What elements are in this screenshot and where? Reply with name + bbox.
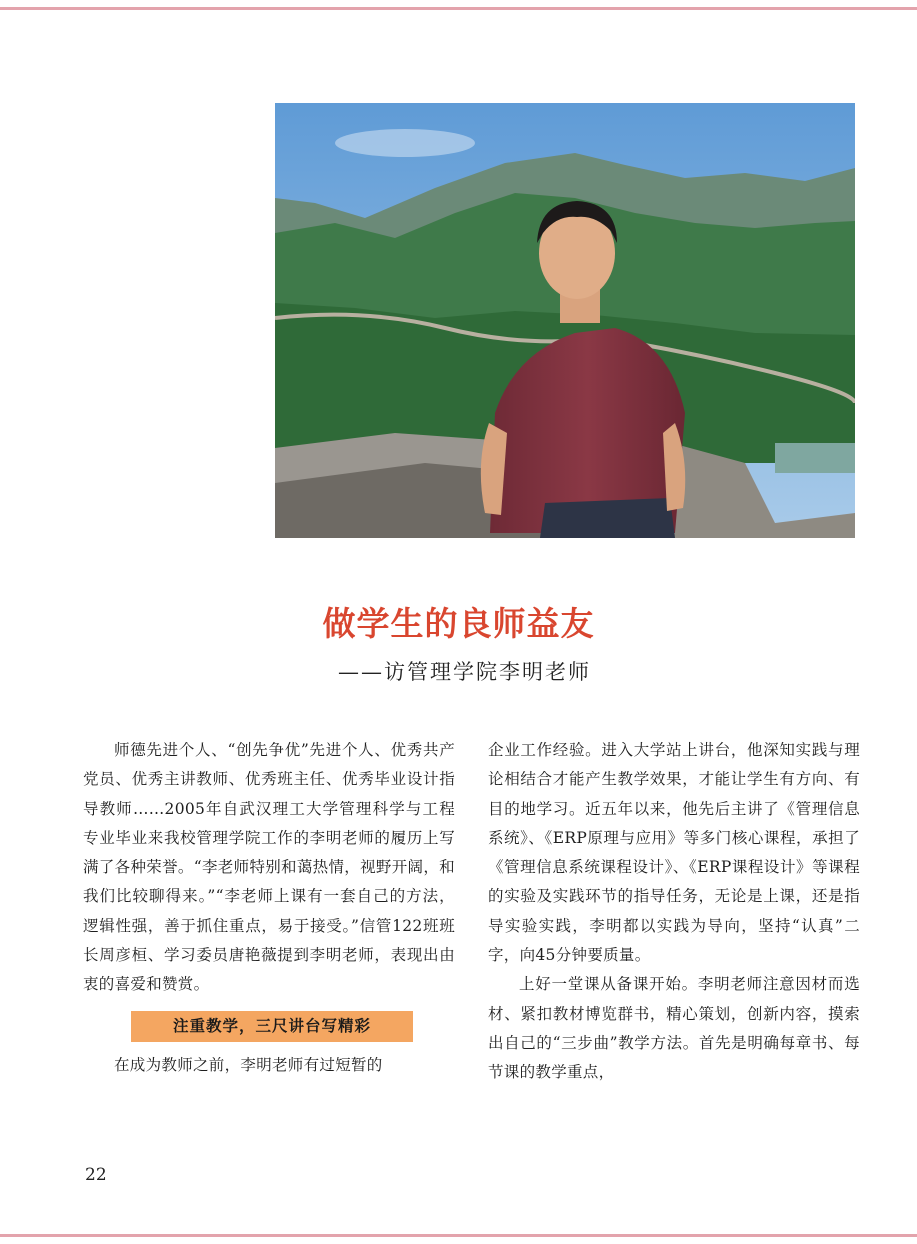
bottom-border-rule	[0, 1234, 917, 1237]
right-paragraph-1: 企业工作经验。进入大学站上讲台，他深知实践与理论相结合才能产生教学效果，才能让学生有方向、有目的地学习。近五年以来，他先后主讲了《管理信息系统》、《ERP原理与应用》等多门核心课程，承担了《管理信息系统课程设计》、《ERP课程设计》等课程的实验及实践环节的指导任务，无论是上课，还是指导实验实践，李明都以实践为导向，坚持“认真”二字，向45分钟要质量。	[488, 741, 860, 965]
article-title: 做学生的良师益友	[322, 604, 595, 643]
left-paragraph-2: 在成为教师之前，李明老师有过短暂的	[114, 1055, 383, 1074]
article-subtitle: ——访管理学院李明老师	[338, 660, 591, 684]
left-paragraph-1: 师德先进个人、“创先争优”先进个人、优秀共产党员、优秀主讲教师、优秀班主任、优秀毕业设计指导教师……2005年自武汉理工大学管理科学与工程专业毕业来我校管理学院工作的李明老师的履历上写满了各种荣誉。“李老师特别和蔼热情，视野开阔，和我们比较聊得来。”“李老师上课有一套自己的方法，逻辑性强，善于抓住重点，易于接受。”信管122班班长周彦桓、学习委员唐艳薇提到李明老师，表现出由衷的喜爱和赞赏。	[83, 741, 455, 994]
right-column	[488, 736, 860, 1088]
right-paragraph-2: 上好一堂课从备课开始。李明老师注意因材而选材、紧扣教材博览群书，精心策划，创新内容，摸索出自己的“三步曲”教学方法。首先是明确每章书、每节课的教学重点，	[488, 975, 860, 1082]
section-heading: 注重教学，三尺讲台写精彩	[131, 1011, 413, 1042]
top-border-rule	[0, 7, 917, 10]
left-column	[83, 736, 455, 1080]
teacher-portrait-great-wall	[275, 103, 855, 538]
page-number: 22	[85, 1165, 107, 1185]
article-photo	[275, 103, 855, 538]
